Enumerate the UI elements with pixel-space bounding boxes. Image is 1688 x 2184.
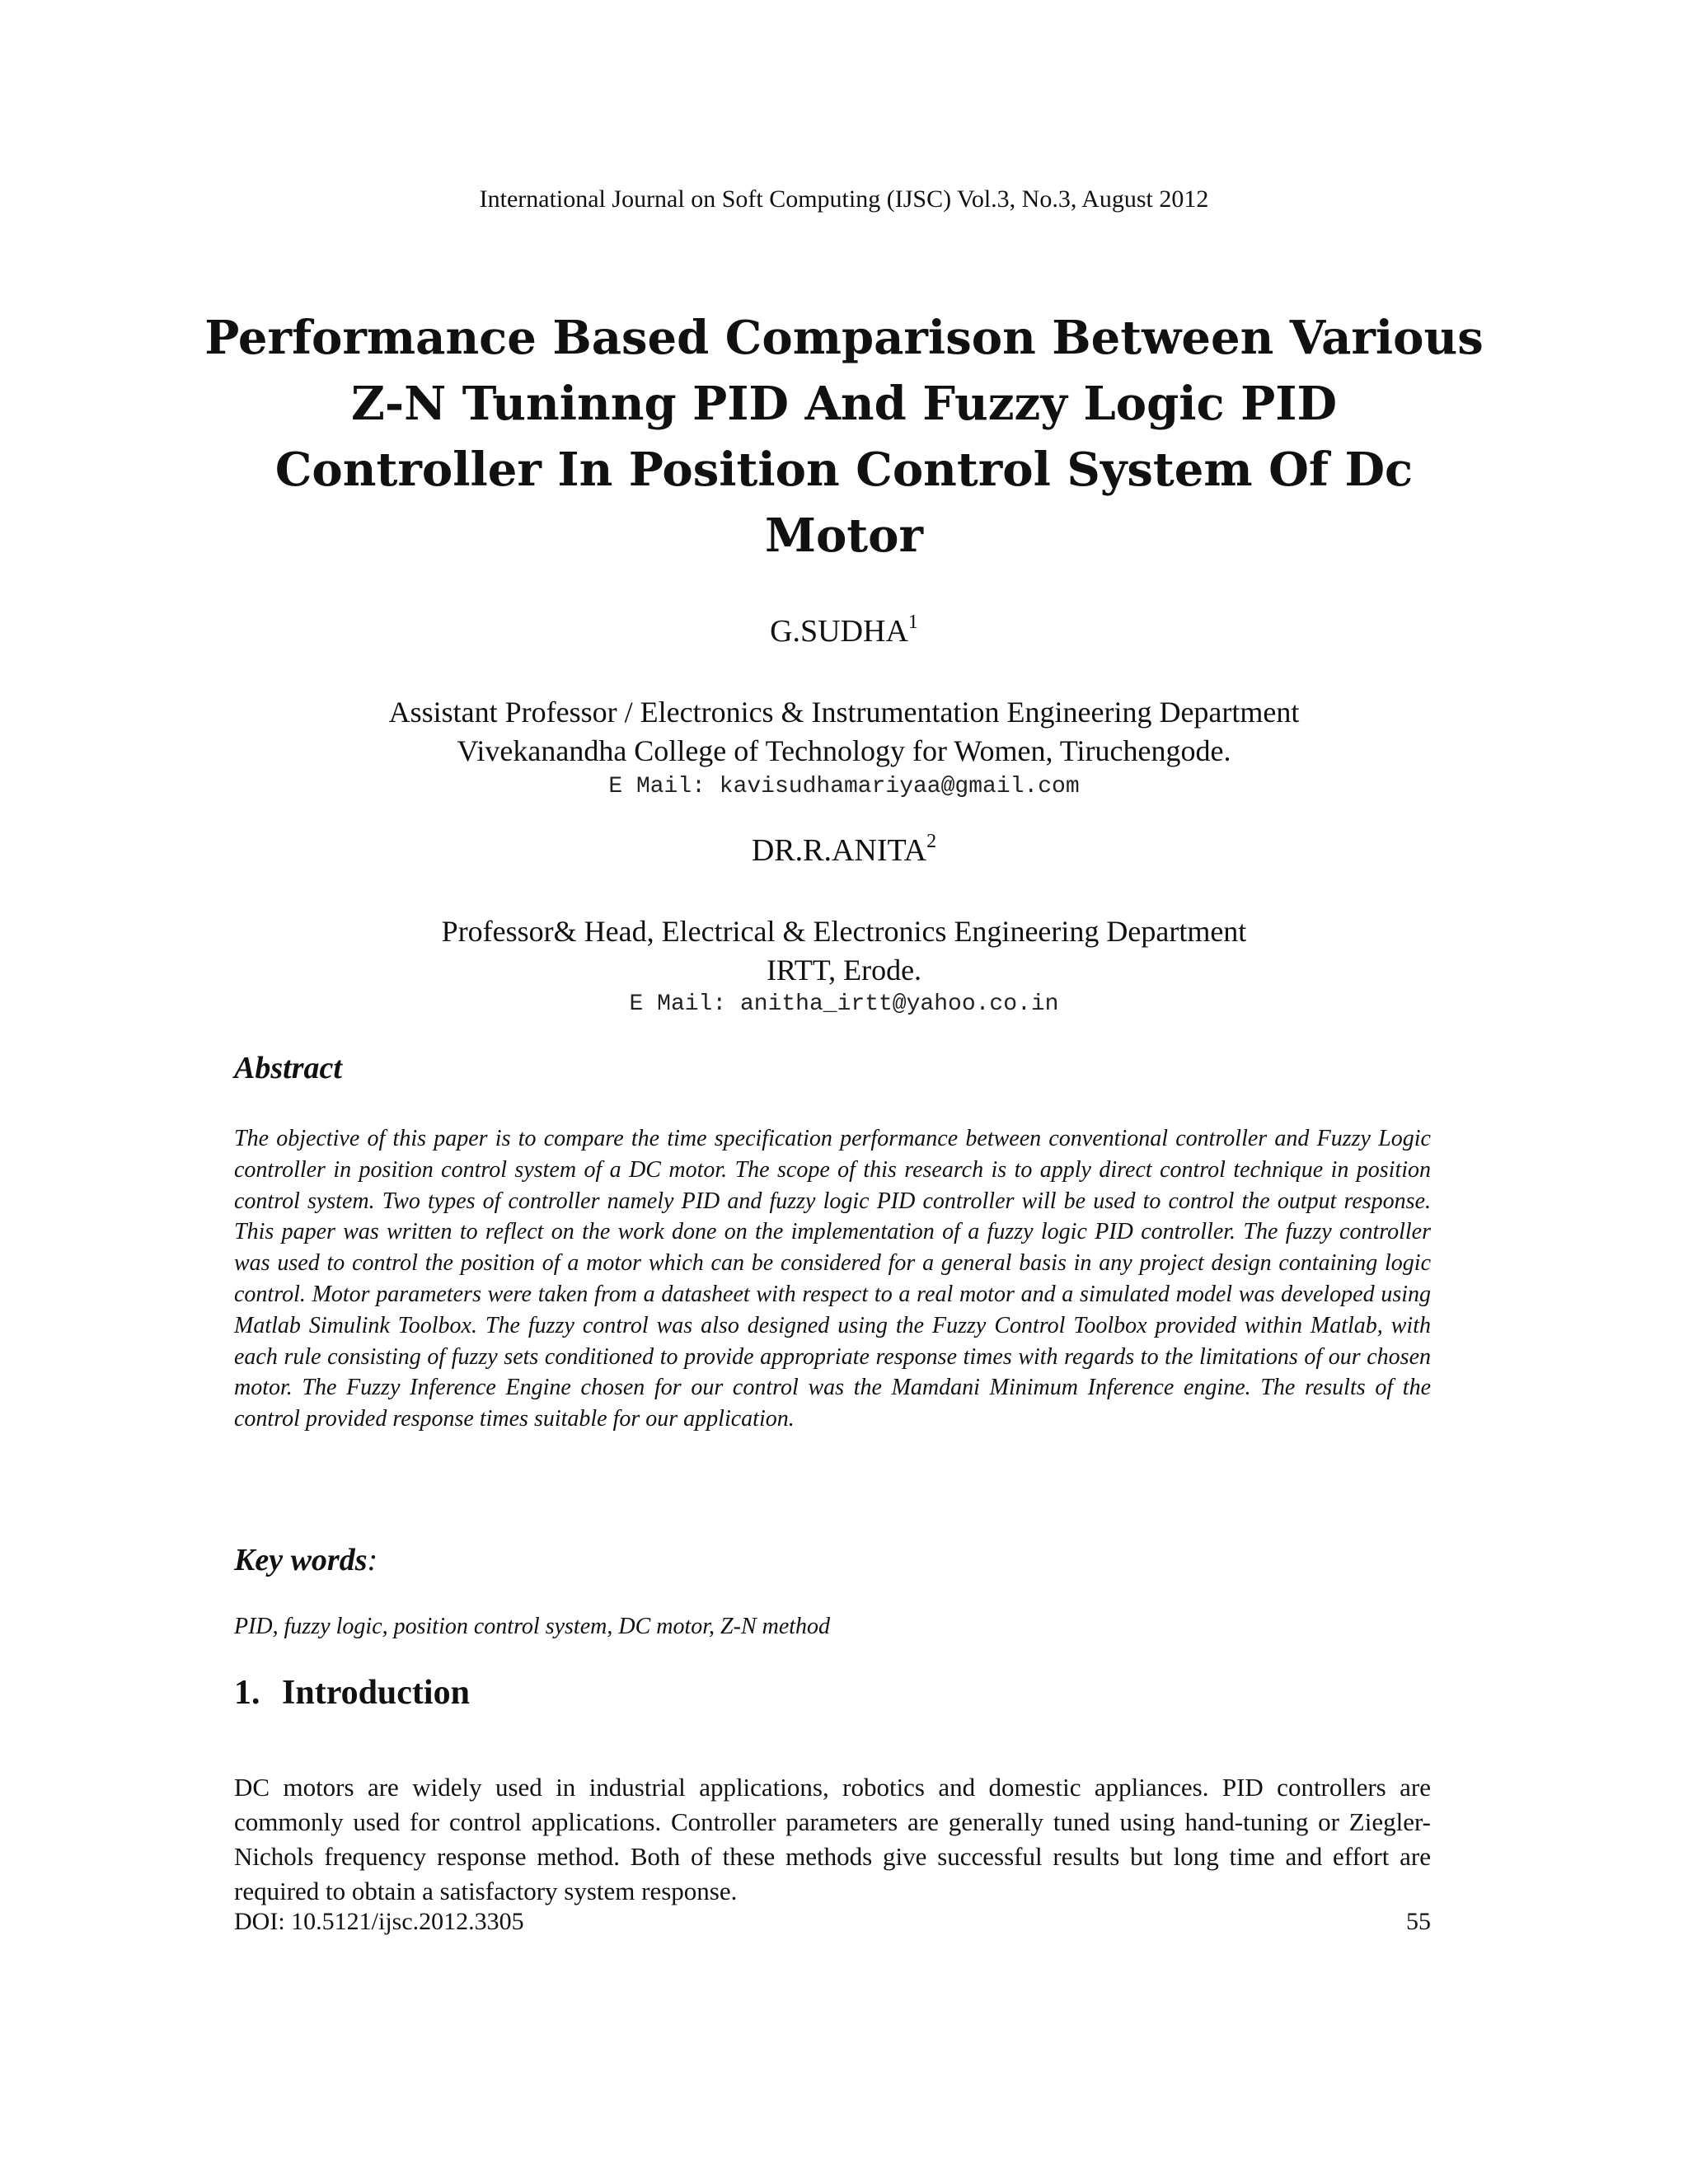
keywords-heading-text: Key words xyxy=(234,1543,368,1577)
keywords-colon: : xyxy=(367,1543,378,1577)
title-line: Controller In Position Control System Of Dc xyxy=(274,443,1414,497)
abstract-text: The objective of this paper is to compare the time specification performance between conventional controller and Fuzzy Logic controller in position control system of a DC motor. The scope of this research is to apply direct control technique in position control system. Two types of controller namely PID and fuzzy logic PID controller will be used to control the output response. This paper was written to reflect on the work done on the implementation of a fuzzy logic PID controller. The fuzzy controller was used to control the position of a motor which can be considered for a general basis in any project design containing logic control. Motor parameters were taken from a datasheet with respect to a real motor and a simulated model was developed using Matlab Simulink Toolbox. The fuzzy control was also designed using the Fuzzy Control Toolbox provided within Matlab, with each rule consisting of fuzzy sets conditioned to provide appropriate response times with regards to the limitations of our chosen motor. The Fuzzy Inference Engine chosen for our control was the Mamdani Minimum Inference engine. The results of the control provided response times suitable for our application. xyxy=(234,1126,1431,1432)
page-number: 55 xyxy=(1406,1908,1431,1935)
title-line: Z-N Tuninng PID And Fuzzy Logic PID xyxy=(350,377,1338,431)
section-number: 1. xyxy=(234,1674,260,1712)
author-superscript: 1 xyxy=(907,612,918,633)
paper-title xyxy=(198,305,1490,569)
introduction-text: DC motors are widely used in industrial applications, robotics and domestic appliances. PID controllers are commonly used for control applications. Controller parameters are generally tuned using hand-tuning or Ziegler-Nichols frequency response method. Both of these methods give successful results but long time and effort are required to obtain a satisfactory system response. xyxy=(234,1773,1431,1905)
journal-header: International Journal on Soft Computing (IJSC) Vol.3, No.3, August 2012 xyxy=(479,185,1209,213)
author-affiliation-line: Vivekanandha College of Technology for Women, Tiruchengode. xyxy=(457,734,1231,767)
author-affiliation-line: IRTT, Erode. xyxy=(766,954,922,987)
author-affiliation-line: Assistant Professor / Electronics & Instrumentation Engineering Department xyxy=(388,696,1300,729)
author-name-text: G.SUDHA xyxy=(770,614,908,649)
title-line: Performance Based Comparison Between Various xyxy=(204,311,1484,365)
author-affiliation-line: Professor& Head, Electrical & Electronics Engineering Department xyxy=(441,915,1247,948)
keywords-heading xyxy=(234,1540,377,1580)
author-name xyxy=(0,612,1688,651)
abstract-heading: Abstract xyxy=(234,1051,342,1085)
keywords-text: PID, fuzzy logic, position control system, DC motor, Z-N method xyxy=(234,1614,831,1639)
author-name xyxy=(0,831,1688,870)
section-title: Introduction xyxy=(282,1674,470,1712)
author-email: E Mail: kavisudhamariyaa@gmail.com xyxy=(608,774,1080,799)
title-line: Motor xyxy=(764,509,924,563)
footer-doi: DOI: 10.5121/ijsc.2012.3305 xyxy=(234,1908,524,1935)
author-name-text: DR.R.ANITA xyxy=(751,833,927,868)
author-email: E Mail: anitha_irtt@yahoo.co.in xyxy=(629,991,1059,1017)
author-superscript: 2 xyxy=(926,831,937,852)
introduction-heading xyxy=(234,1670,470,1716)
